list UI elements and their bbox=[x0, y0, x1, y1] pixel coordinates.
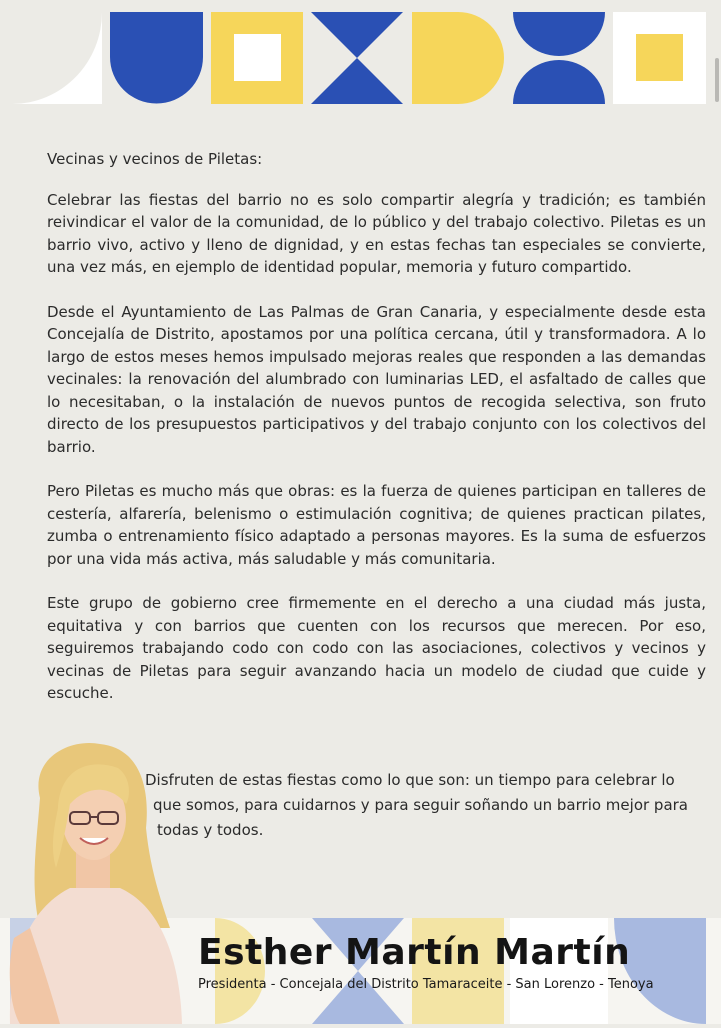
portrait-photo bbox=[0, 738, 190, 1024]
yellow-inner-square-shape bbox=[636, 34, 683, 81]
letter-paragraph: Este grupo de gobierno cree firmemente en el derecho a una ciudad más justa, equitativa y con barrios que cuenten con los recursos que merecen. Por eso, seguiremos trabajando codo con codo con las asociaciones, colectivos y vecinos y vecinas de Piletas para seguir avanzando hacia un modelo de ciudad que cuide y escuche. bbox=[47, 594, 706, 702]
letter-paragraph: Celebrar las fiestas del barrio no es solo compartir alegría y tradición; es también reivindicar el valor de la comunidad, de lo público y del trabajo colectivo. Piletas es un barrio vivo, activo y lleno de dignidad, y en estas fechas tan especiales se convierte, una vez más, en ejemplo de identidad popular, memoria y futuro compartido. bbox=[47, 190, 706, 276]
letter-body bbox=[47, 148, 706, 727]
letter-greeting: Vecinas y vecinos de Piletas: bbox=[47, 150, 263, 168]
white-inner-square-shape bbox=[234, 34, 281, 81]
blue-hourglass-shape bbox=[311, 12, 403, 58]
signature-role: Presidenta - Concejala del Distrito Tamaraceite - San Lorenzo - Tenoya bbox=[198, 977, 654, 992]
letter-closing bbox=[145, 768, 705, 843]
blue-half-circle-shape bbox=[110, 12, 203, 104]
woman-portrait-icon bbox=[0, 738, 190, 1024]
closing-line: que somos, para cuidarnos y para seguir soñando un barrio mejor para bbox=[153, 796, 688, 814]
closing-line: Disfruten de estas fiestas como lo que son: un tiempo para celebrar lo bbox=[145, 771, 675, 789]
letter-paragraph: Desde el Ayuntamiento de Las Palmas de Gran Canaria, y especialmente desde esta Concejalía de Distrito, apostamos por una política cercana, útil y transformadora. A lo largo de estos meses hemos impulsado mejoras reales que responden a las demandas vecinales: la renovación del alumbrado con luminarias LED, el asfaltado de calles que lo necesitaban, o la instalación de nuevos puntos de recogida selectiva, son fruto directo de los presupuestos participativos y del trabajo conjunto con los colectivos del barrio. bbox=[47, 302, 706, 456]
white-quarter-circle-shape bbox=[12, 12, 102, 104]
closing-line: todas y todos. bbox=[157, 821, 264, 839]
signature-name: Esther Martín Martín bbox=[198, 932, 631, 973]
top-geometric-banner bbox=[12, 12, 706, 104]
letter-paragraph: Pero Piletas es mucho más que obras: es la fuerza de quienes participan en talleres de cestería, alfarería, belenismo o estimulación cognitiva; de quienes practican pilates, zumba o entrenamiento físico adaptado a personas mayores. Es la suma de esfuerzos por una vida más activa, más saludable y más comunitaria. bbox=[47, 482, 706, 568]
scrollbar[interactable] bbox=[715, 58, 719, 102]
yellow-half-circle-shape bbox=[412, 12, 504, 104]
blue-double-semicircle-shape bbox=[513, 12, 605, 56]
